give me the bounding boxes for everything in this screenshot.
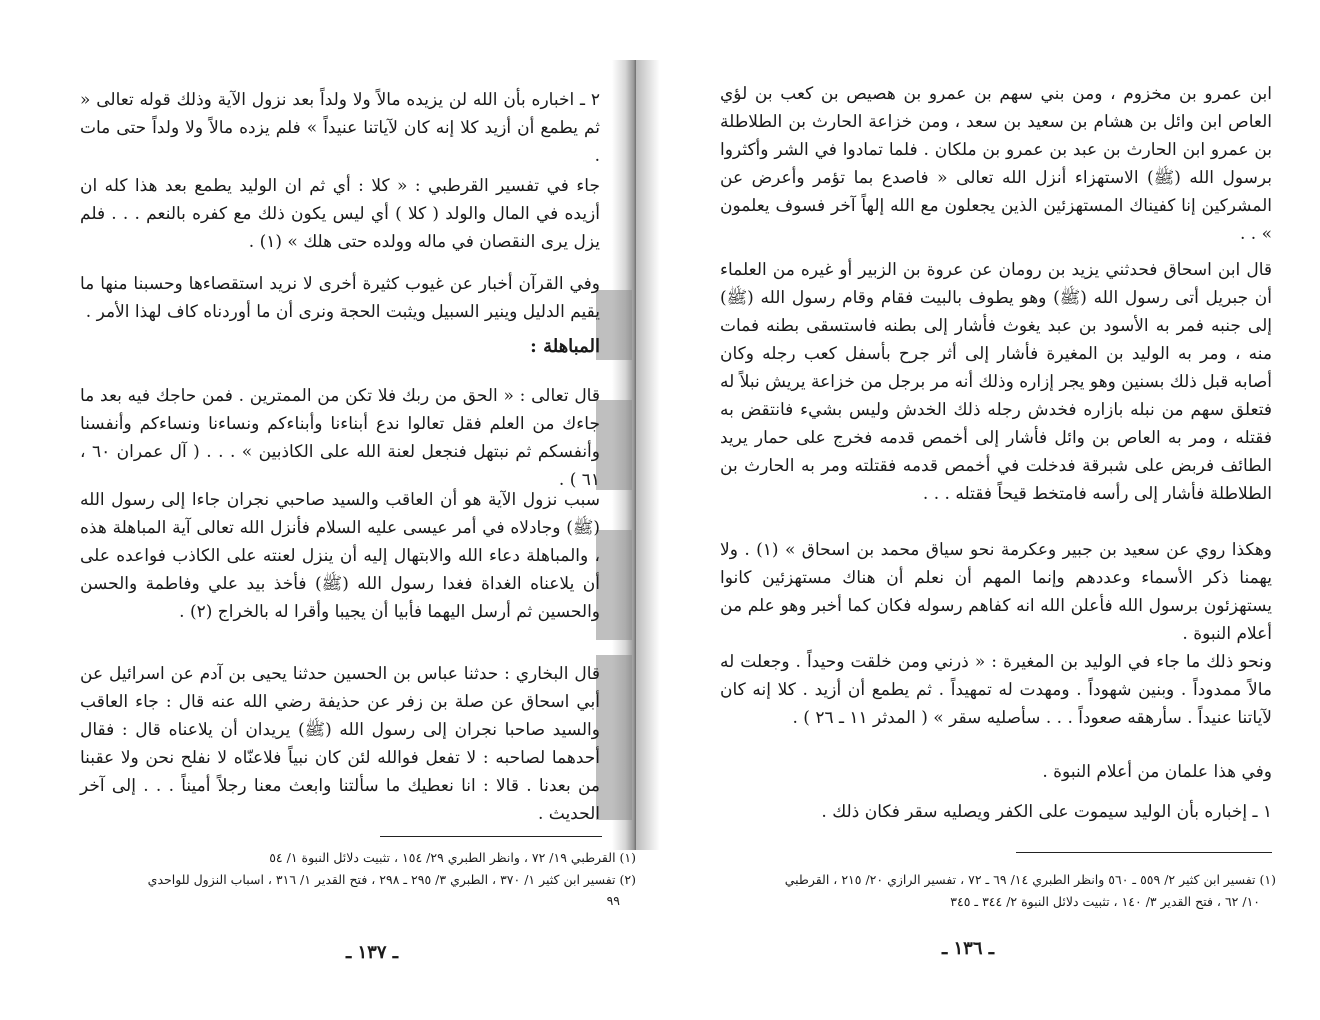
paragraph: سبب نزول الآية هو أن العاقب والسيد صاحبي نجران جاءا إلى رسول الله (ﷺ) وجادلاه في أمر عيسى عليه السلام فأنزل الله تعالى آية المباهلة هذه ، والمباهلة دعاء الله والابتهال إليه أن ينزل لعنته على الكاذب فواعده على أن يلاعناه الغداة فغدا رسول الله (ﷺ) فأخذ بيد علي وفاطمة والحسن والحسين ثم أرسل اليهما فأبيا أن يجيبا وأقرا له بالخراج (٢) . — [80, 490, 600, 622]
page-number: ـ ١٣٧ ـ — [345, 942, 399, 963]
right-page — [660, 0, 1320, 1020]
paragraph: جاء في تفسير القرطبي : « كلا : أي ثم ان الوليد يطمع بعد هذا كله ان أزيده في المال والولد ( كلا ) أي ليس يكون ذلك مع كفره بالنعم . . . فلم يزل يرى النقصان في ماله وولده حتى هلك » (١) . — [80, 176, 600, 252]
paragraph: ١ ـ إخباره بأن الوليد سيموت على الكفر ويصليه سقر فكان ذلك . — [821, 802, 1272, 822]
footnote-rule — [1016, 852, 1272, 853]
paragraph: قال تعالى : « الحق من ربك فلا تكن من الممترين . فمن حاجك فيه بعد ما جاءك من العلم فقل تعالوا ندع أبناءنا وأبناءكم ونساءنا ونساءكم وأنفسنا وأنفسكم ثم نبتهل فنجعل لعنة الله على الكاذبين » . . . ( آل عمران ٦٠ ، ٦١ ) . — [80, 386, 600, 490]
paragraph: ٢ ـ اخباره بأن الله لن يزيده مالاً ولا ولداً بعد نزول الآية وذلك قوله تعالى « ثم يطمع أن أزيد كلا إنه كان لآياتنا عنيداً » فلم يزده مالاً ولا ولداً حتى مات . — [80, 90, 600, 166]
page-number: ـ ١٣٦ ـ — [941, 938, 995, 959]
footnote: (١) تفسير ابن كثير ٢/ ٥٥٩ ـ ٥٦٠ وانظر الطبري ١٤/ ٦٩ ـ ٧٢ ، تفسير الرازي ٢٠/ ٢١٥ ، القرطبي — [784, 872, 1276, 887]
paragraph: وفي هذا علمان من أعلام النبوة . — [1042, 762, 1272, 782]
paragraph: ونحو ذلك ما جاء في الوليد بن المغيرة : « ذرني ومن خلقت وحيداً . وجعلت له مالاً ممدوداً . وبنين شهوداً . ومهدت له تمهيداً . ثم يطمع أن أزيد . كلا إنه كان لآياتنا عنيداً . سأرهقه صعوداً . . . سأصليه سقر » ( المدثر ١١ ـ ٢٦ ) . — [720, 652, 1272, 728]
paragraph: قال ابن اسحاق فحدثني يزيد بن رومان عن عروة بن الزبير أو غيره من العلماء أن جبريل أتى رسول الله (ﷺ) وهو يطوف بالبيت فقام وقام رسول الله (ﷺ) إلى جنبه فمر به الأسود بن عبد يغوث فأشار إلى بطنه فاستسقى بطنه فمات منه ، ومر به الوليد بن المغيرة فأشار إلى أثر جرح بأسفل كعب رجله وكان أصابه قبل ذلك بسنين وهو يجر إزاره وذلك أنه مر برجل من خزاعة يريش نبلاً له فتعلق سهم من نبله بازاره فخدش رجله ذلك الخدش وليس بشيء فانتقض به فقتله ، ومر به العاص بن وائل فأشار إلى أخمص قدمه فخرج على حمار يريد الطائف فربض على شبرقة فدخلت في أخمص قدمه فقتلته ومر به الحارث بن الطلاطلة فأشار إلى رأسه فامتخط قيحاً فقتله . . . — [720, 260, 1272, 504]
paragraph: قال البخاري : حدثنا عباس بن الحسين حدثنا يحيى بن آدم عن اسرائيل عن أبي اسحاق عن صلة بن زفر عن حذيفة رضي الله عنه قال : جاء العاقب والسيد صاحبا نجران إلى رسول الله (ﷺ) يريدان أن يلاعناه قال : فقال أحدهما لصاحبه : لا تفعل فوالله لئن كان نبياً فلاعنّاه لا نفلح نحن ولا عقبنا من بعدنا . قالا : انا نعطيك ما سألتنا وابعث معنا رجلاً أميناً . . . إلى آخر الحديث . — [80, 664, 600, 824]
footnote: ١٠/ ٦٢ ، فتح القدير ٣/ ١٤٠ ، تثبيت دلائل النبوة ٢/ ٣٤٤ ـ ٣٤٥ — [950, 894, 1260, 909]
paragraph: ابن عمرو بن مخزوم ، ومن بني سهم بن عمرو بن هصيص بن كعب بن لؤي العاص ابن وائل بن هشام بن سعيد بن سعد ، ومن خزاعة الحارث بن الطلاطلة بن عمرو ابن الحارث بن عبد بن عمرو بن ملكان . فلما تمادوا في الشر وأكثروا برسول الله (ﷺ) الاستهزاء أنزل الله تعالى « فاصدع بما تؤمر وأعرض عن المشركين إنا كفيناك المستهزئين الذين يجعلون مع الله إلهاً آخر فسوف يعلمون » . . — [720, 84, 1272, 244]
footnote: (٢) تفسير ابن كثير ١/ ٣٧٠ ، الطبري ٣/ ٢٩٥ ـ ٢٩٨ ، فتح القدير ١/ ٣١٦ ، اسباب النزول للواحدي — [147, 872, 636, 887]
paragraph: وفي القرآن أخبار عن غيوب كثيرة أخرى لا نريد استقصاءها وحسبنا منها ما يقيم الدليل وينير السبيل ويثبت الحجة ونرى أن ما أوردناه كاف لهذا الأمر . — [80, 274, 600, 322]
paragraph: وهكذا روي عن سعيد بن جبير وعكرمة نحو سياق محمد بن اسحاق » (١) . ولا يهمنا ذكر الأسماء وعددهم وإنما المهم أن نعلم أن هناك مستهزئين كانوا يستهزئون برسول الله فأعلن الله انه كفاهم رسوله فكان كما أخبر وهو علم من أعلام النبوة . — [720, 540, 1272, 644]
footnote-rule — [380, 836, 602, 837]
section-heading: المباهلة : — [530, 336, 600, 357]
footnote: (١) القرطبي ١٩/ ٧٢ ، وانظر الطبري ٢٩/ ١٥٤ ، تثبيت دلائل النبوة ١/ ٥٤ — [269, 850, 636, 865]
footnote: ٩٩ — [606, 893, 620, 908]
